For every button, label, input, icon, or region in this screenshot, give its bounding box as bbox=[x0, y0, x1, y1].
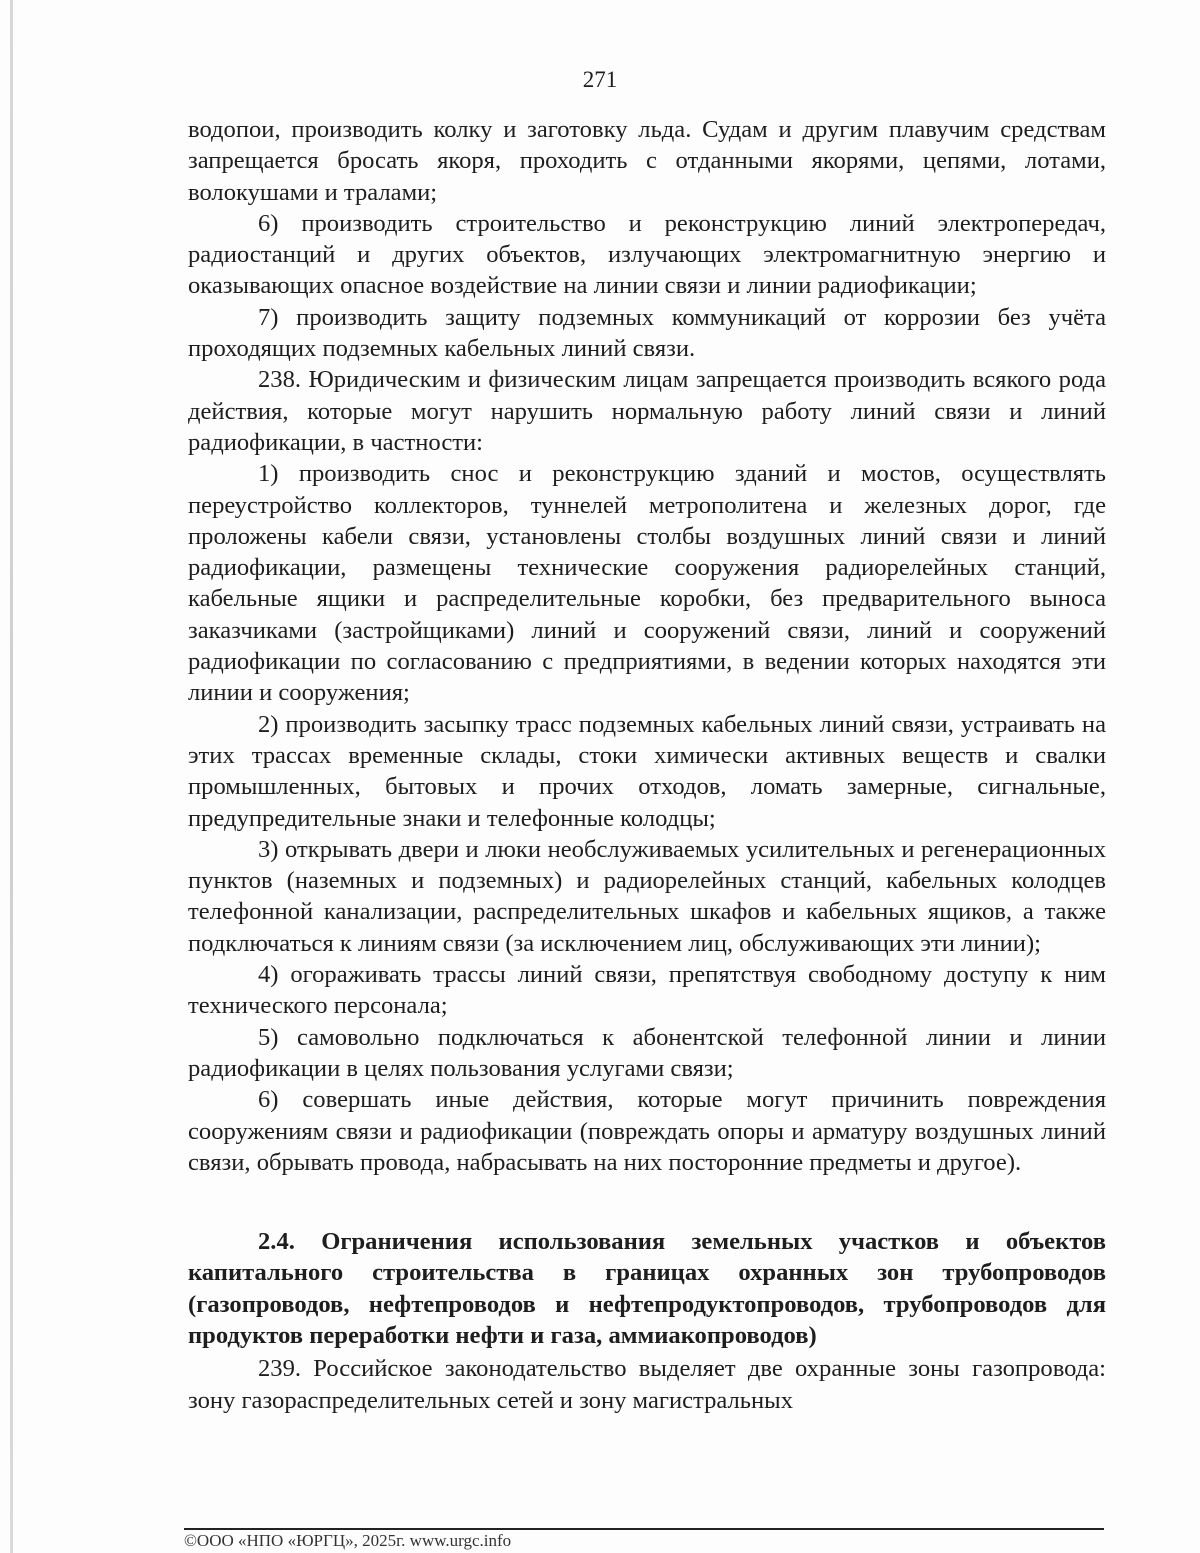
scan-edge-shadow bbox=[10, 0, 13, 1553]
clause-239: 239. Российское законодательство выделяет две охранные зоны газопровода: зону газораспределительных сетей и зону магистральных bbox=[188, 1355, 1106, 1414]
footer-divider bbox=[184, 1528, 1104, 1530]
list-item-1-demolition: 1) производить снос и реконструкцию зданий и мостов, осуществлять переустройство коллекторов, туннелей метрополитена и железных дорог, где проложены кабели связи, установлены столбы воздушных линий связи и линий радиофикации, размещены технические сооружения радиорелейных станций, кабельные ящики и распределительные коробки, без предварительного выноса заказчиками (застройщиками) линий и сооружений связи, линий и сооружений радиофикации по согласованию с предприятиями, в ведении которых находятся эти линии и сооружения; bbox=[188, 460, 1106, 707]
section-heading-2-4: 2.4. Ограничения использования земельных участков и объектов капитального строительства в границах охранных зон трубопроводов (газопроводов, нефтепроводов и нефтепродуктопроводов, трубопроводов для продуктов переработки нефти и газа, аммиакопроводов) bbox=[188, 1228, 1106, 1349]
clause-238: 238. Юридическим и физическим лицам запрещается производить всякого рода действия, которые могут нарушить нормальную работу линий связи и линий радиофикации, в частности: bbox=[188, 366, 1106, 456]
paragraph-continuation: водопои, производить колку и заготовку льда. Судам и другим плавучим средствам запрещается бросать якоря, проходить с отданными якорями, цепями, лотами, волокушами и тралами; bbox=[188, 116, 1106, 206]
page-number: 271 bbox=[582, 67, 618, 92]
list-item-6-other-actions: 6) совершать иные действия, которые могут причинить повреждения сооружениям связи и радиофикации (повреждать опоры и арматуру воздушных линий связи, обрывать провода, набрасывать на них посторонние предметы и другое). bbox=[188, 1086, 1106, 1176]
footer-copyright: ©ООО «НПО «ЮРГЦ», 2025г. www.urgc.info bbox=[184, 1531, 512, 1550]
document-body bbox=[188, 114, 1106, 1416]
list-item-4-fencing: 4) огораживать трассы линий связи, препятствуя свободному доступу к ним технического персонала; bbox=[188, 961, 1106, 1020]
list-item-5-unauthorized-connection: 5) самовольно подключаться к абонентской телефонной линии и линии радиофикации в целях пользования услугами связи; bbox=[188, 1023, 1106, 1082]
list-item-7-corrosion: 7) производить защиту подземных коммуникаций от коррозии без учёта проходящих подземных кабельных линий связи. bbox=[188, 303, 1106, 363]
list-item-2-backfill: 2) производить засыпку трасс подземных кабельных линий связи, устраивать на этих трассах временные склады, стоки химически активных веществ и свалки промышленных, бытовых и прочих отходов, ломать замерные, сигнальные, предупредительные знаки и телефонные колодцы; bbox=[188, 710, 1106, 832]
list-item-3-hatches: 3) открывать двери и люки необслуживаемых усилительных и регенерационных пунктов (наземных и подземных) и радиорелейных станций, кабельных колодцев телефонной канализации, распределительных шкафов и кабельных ящиков, а также подключаться к линиям связи (за исключением лиц, обслуживающих эти линии); bbox=[188, 835, 1106, 957]
list-item-6-power-lines: 6) производить строительство и реконструкцию линий электропередач, радиостанций и других объектов, излучающих электромагнитную энергию и оказывающих опасное воздействие на линии связи и линии радиофикации; bbox=[188, 209, 1106, 300]
